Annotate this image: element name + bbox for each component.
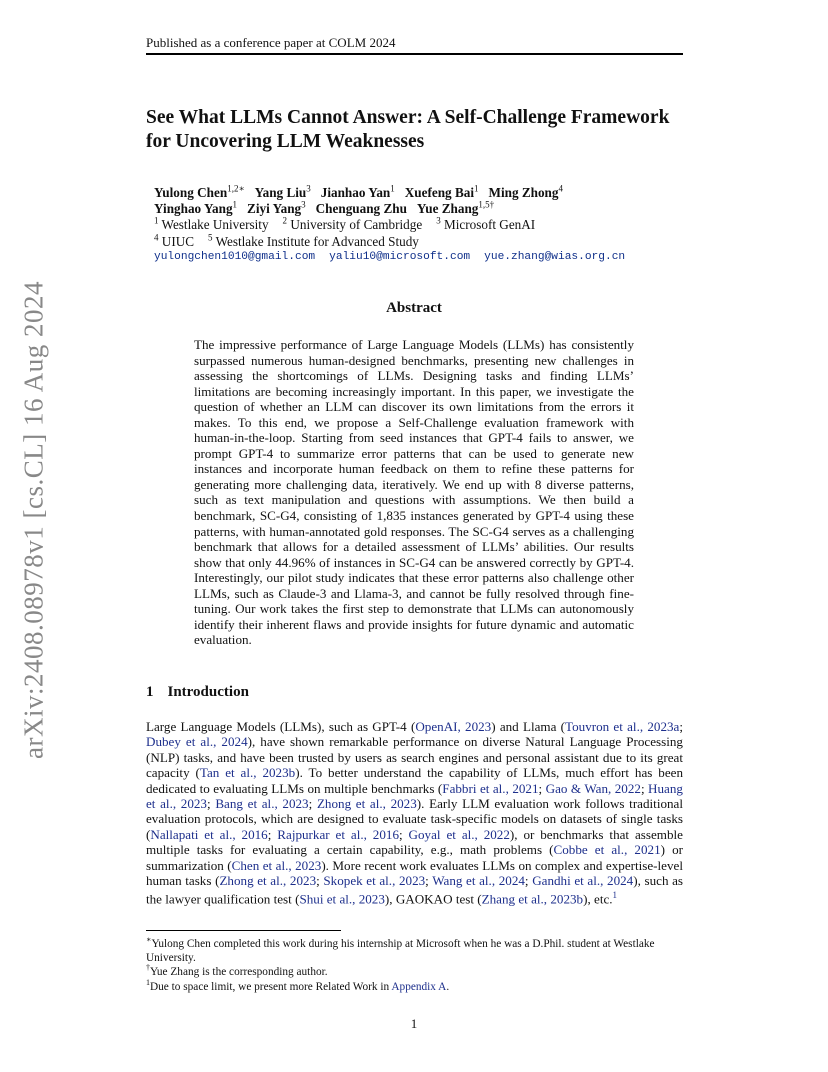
- email-link[interactable]: yaliu10@microsoft.com: [329, 251, 471, 263]
- footnote-mark-link[interactable]: 1: [612, 890, 618, 901]
- page-number: 1: [410, 1016, 418, 1031]
- affiliation: $^3$ Microsoft GenAI: [436, 216, 536, 233]
- affiliation-mark: 4: [154, 233, 159, 243]
- citation-link[interactable]: Fabbri et al., 2021: [442, 780, 539, 796]
- section-number: 1: [146, 684, 154, 700]
- author-affil-mark: 1: [232, 200, 238, 210]
- affiliation: $^1$ Westlake University: [154, 216, 269, 233]
- author-name: Yue Zhang$^{1,5\dagger}$: [416, 200, 495, 217]
- citation-link[interactable]: Skopek et al., 2023: [323, 873, 426, 889]
- citation-link[interactable]: Zhong et al., 2023: [316, 796, 417, 812]
- citation-link[interactable]: Zhang et al., 2023b: [481, 891, 584, 907]
- author-name: Chenguang Zhu: [315, 201, 407, 217]
- email-link[interactable]: yue.zhang@wias.org.cn: [484, 251, 626, 263]
- footnote-1: ∗Yulong Chen completed this work during his internship at Microsoft when he was a D.Phil. student at Westlake University.: [146, 935, 655, 964]
- footnote-rule: [146, 930, 341, 931]
- author-affil-mark: 4: [558, 184, 563, 194]
- citation-link[interactable]: Nallapati et al., 2016: [150, 826, 268, 842]
- author-name: Xuefeng Bai$^1$: [404, 184, 479, 201]
- affiliation: $^2$ University of Cambridge: [282, 216, 423, 233]
- citation-link[interactable]: Wang et al., 2024: [432, 873, 525, 889]
- footnote-mark: ∗: [146, 935, 152, 944]
- author-name: Jianhao Yan$^1$: [320, 184, 395, 201]
- intro-paragraph: Large Language Models (LLMs), such as GPT-4 (OpenAI, 2023) and Llama (Touvron et al., 2023a; Dubey et al., 2024), have shown remarkable performance on diverse Natural Language Processing (NLP) tasks, and have been trusted by users as search engines and personal assistant due to its great capacity (Tan et al., 2023b). To better understand the capability of LLMs, much effort has been dedicated to evaluating LLMs on multiple benchmarks (Fabbri et al., 2021; Gao & Wan, 2022; Huang et al., 2023; Bang et al., 2023; Zhong et al., 2023). Early LLM evaluation work follows traditional evaluation protocols, which are designed to evaluate task-specific models on datasets of single tasks (Nallapati et al., 2016; Rajpurkar et al., 2016; Goyal et al., 2022), or benchmarks that assemble multiple tasks for evaluating a certain capability, e.g., math problems (Cobbe et al., 2021) or summarization (Chen et al., 2023). More recent work evaluates LLMs on complex and expertise-level human tasks (Zhong et al., 2023; Skopek et al., 2023; Wang et al., 2024; Gandhi et al., 2024), such as the lawyer qualification test (Shui et al., 2023), GAOKAO test (Zhang et al., 2023b), etc.$^1$: [146, 719, 684, 907]
- footnote-mark: †: [146, 963, 150, 972]
- affiliation: $^5$ Westlake Institute for Advanced Study: [208, 233, 419, 250]
- section-heading: [146, 684, 249, 701]
- affiliation-mark: 3: [436, 216, 441, 226]
- citation-link[interactable]: Rajpurkar et al., 2016: [277, 826, 399, 842]
- appendix-link[interactable]: Appendix A: [391, 980, 447, 993]
- author-name: Yang Liu$^3$: [254, 184, 311, 201]
- abstract-heading: Abstract: [386, 300, 442, 316]
- citation-link[interactable]: Shui et al., 2023: [299, 891, 385, 907]
- title-line-2: for Uncovering LLM Weaknesses: [146, 131, 425, 152]
- citation-link[interactable]: Gandhi et al., 2024: [532, 873, 634, 889]
- citation-link[interactable]: Dubey et al., 2024: [146, 734, 248, 750]
- citation-link[interactable]: Touvron et al., 2023a: [565, 719, 680, 734]
- citation-link[interactable]: Tan et al., 2023b: [199, 765, 296, 781]
- citation-link[interactable]: Chen et al., 2023: [231, 857, 322, 873]
- affiliation: $^4$ UIUC: [154, 233, 195, 250]
- author-affil-mark: 3: [306, 184, 311, 194]
- author-name: Ming Zhong$^4$: [488, 184, 563, 201]
- footnote-2: †Yue Zhang is the corresponding author.: [146, 963, 328, 978]
- citation-link[interactable]: Bang et al., 2023: [215, 796, 309, 812]
- citation-link[interactable]: Goyal et al., 2022: [408, 826, 510, 842]
- arxiv-stamp: arXiv:2408.08978v1 [cs.CL] 16 Aug 2024: [18, 281, 49, 759]
- citation-link[interactable]: Gao & Wan, 2022: [545, 780, 641, 796]
- running-header: Published as a conference paper at COLM 2024: [146, 35, 396, 50]
- citation-link[interactable]: Zhong et al., 2023: [219, 873, 317, 889]
- author-affil-mark: 1,5†: [478, 200, 495, 210]
- footnote-3: $^1$Due to space limit, we present more Related Work in Appendix A.: [146, 978, 450, 993]
- citation-link[interactable]: Huang et al., 2023: [146, 780, 683, 812]
- section-title: Introduction: [167, 684, 249, 700]
- citation-link[interactable]: OpenAI, 2023: [415, 719, 492, 734]
- author-name: Ziyi Yang$^3$: [247, 200, 306, 217]
- affiliation-mark: 1: [154, 216, 159, 226]
- footnote-mark: 1: [146, 978, 150, 987]
- author-affil-mark: 1: [474, 184, 479, 194]
- author-affil-mark: 1,2∗: [227, 184, 245, 194]
- author-name: Yulong Chen$^{1,2∗}$: [154, 184, 245, 201]
- email-link[interactable]: yulongchen1010@gmail.com: [154, 251, 316, 263]
- author-name: Yinghao Yang$^1$: [154, 200, 238, 217]
- affiliation-mark: 5: [208, 233, 213, 243]
- affiliation-mark: 2: [282, 216, 288, 226]
- email-line: [154, 247, 639, 265]
- title-line-1: See What LLMs Cannot Answer: A Self-Challenge Framework: [146, 107, 670, 128]
- citation-link[interactable]: Cobbe et al., 2021: [553, 842, 661, 858]
- author-affil-mark: 3: [301, 200, 306, 210]
- paper-title: [146, 106, 706, 154]
- header-rule: [146, 53, 683, 55]
- author-affil-mark: 1: [390, 184, 395, 194]
- abstract-body: The impressive performance of Large Language Models (LLMs) has consistently surpassed numerous human-designed benchmarks, presenting new challenges in assessing the shortcomings of LLMs. Designing tasks and finding LLMs’ limitations are becoming increasingly important. In this paper, we investigate the question of whether an LLM can discover its own limitations from the errors it makes. To this end, we propose a Self-Challenge evaluation framework with human-in-the-loop. Starting from seed instances that GPT-4 fails to answer, we prompt GPT-4 to summarize error patterns that can be used to generate new instances and incorporate human feedback on them to refine these patterns for generating more challenging data, iteratively. We end up with 8 diverse patterns, such as text manipulation and questions with assumptions. We then build a benchmark, SC-G4, consisting of 1,835 instances generated by GPT-4 using these patterns, with human-annotated gold responses. The SC-G4 serves as a challenging benchmark that allows for a detailed assessment of LLMs’ abilities. Our results show that only 44.96% of instances in SC-G4 can be answered correctly by GPT-4. Interestingly, our pilot study indicates that these error patterns also challenge other LLMs, such as Claude-3 and Llama-3, and cannot be fully resolved through fine-tuning. Our work takes the first step to demonstrate that LLMs can autonomously identify their inherent flaws and provide insights for future dynamic and automatic evaluation.: [194, 337, 634, 648]
